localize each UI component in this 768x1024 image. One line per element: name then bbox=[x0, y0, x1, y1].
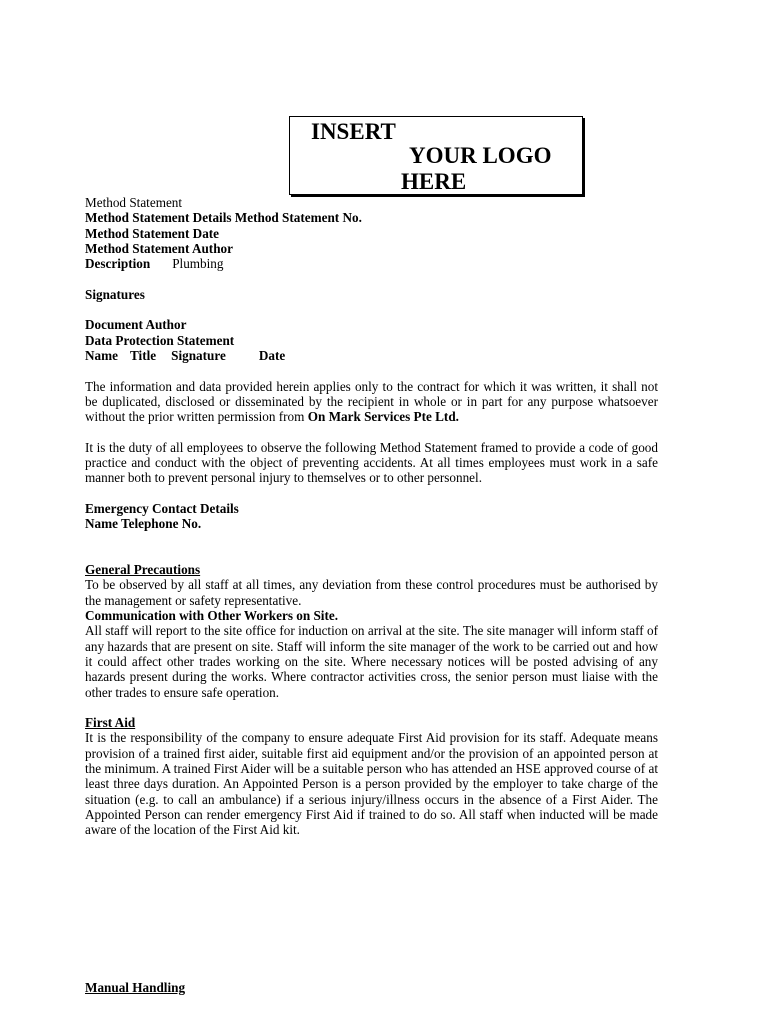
signature-columns bbox=[85, 348, 658, 363]
data-protection-text: The information and data provided herein applies only to the contract for which it was written, it shall not be duplicated, disclosed or disseminated by the recipient in whole or in part for any purpose whatsoever without the prior written permission from bbox=[85, 378, 658, 425]
emergency-contact-title: Emergency Contact Details bbox=[85, 500, 239, 516]
first-aid-text: It is the responsibility of the company to ensure adequate First Aid provision for its staff. Adequate means provision of a trained first aider, suitable first aid equipment and/or the provision of an appointed person at the minimum. A trained First Aider will be a suitable person who has attended an HSE approved course of at least three days duration. An Appointed Person is a person provided by the employer to take charge of the situation (e.g. to call an ambulance) if a serious injury/illness occurs in the absence of a First Aider. The Appointed Person can render emergency First Aid if trained to do so. All staff when inducted will be made aware of the location of the First Aid kit. bbox=[85, 730, 658, 838]
method-statement-date: Method Statement Date bbox=[85, 225, 220, 241]
method-statement-author: Method Statement Author bbox=[85, 240, 233, 256]
data-protection-label: Data Protection Statement bbox=[85, 332, 235, 348]
logo-line-2: YOUR LOGO bbox=[409, 143, 552, 168]
logo-line-3: HERE bbox=[401, 169, 467, 194]
data-protection-paragraph bbox=[85, 379, 658, 425]
logo-placeholder bbox=[289, 116, 583, 195]
document-body bbox=[85, 195, 658, 837]
duty-paragraph: It is the duty of all employees to observe the following Method Statement framed to provide a code of good practice and conduct with the object of preventing accidents. At all times employees must work in a safe manner both to prevent personal injury to themselves or to other personnel. bbox=[85, 439, 658, 486]
method-statement-heading: Method Statement bbox=[85, 195, 183, 210]
logo-line-1: INSERT bbox=[311, 119, 396, 144]
document-author-label: Document Author bbox=[85, 317, 187, 333]
col-name: Name bbox=[85, 347, 118, 363]
communication-title: Communication with Other Workers on Site. bbox=[85, 608, 339, 624]
description-label: Description bbox=[85, 256, 151, 272]
communication-text: All staff will report to the site office for induction on arrival at the site. The site manager will inform staff of any hazards that are present on site. Staff will inform the site manager of the work to be carried out and how it could affect other trades working on the site. Where necessary notices will be posted advising of any hazards present during the works. Where contractor activities cross, the senior person must liaise with the other trades to ensure safe operation. bbox=[85, 623, 658, 700]
col-signature: Signature bbox=[171, 347, 226, 363]
emergency-contact-columns: Name Telephone No. bbox=[85, 516, 202, 532]
col-title: Title bbox=[129, 347, 157, 363]
description-value: Plumbing bbox=[172, 256, 224, 272]
first-aid-title: First Aid bbox=[85, 715, 136, 731]
manual-handling-title: Manual Handling bbox=[85, 980, 186, 995]
description-row bbox=[85, 256, 658, 271]
method-statement-details: Method Statement Details Method Statement No. bbox=[85, 210, 362, 226]
signatures-title: Signatures bbox=[85, 286, 145, 302]
general-precautions-title: General Precautions bbox=[85, 562, 201, 578]
col-date: Date bbox=[258, 347, 286, 363]
company-name: On Mark Services Pte Ltd. bbox=[307, 409, 459, 425]
general-precautions-text: To be observed by all staff at all times, any deviation from these control procedures must be authorised by the management or safety representative. bbox=[85, 577, 658, 608]
